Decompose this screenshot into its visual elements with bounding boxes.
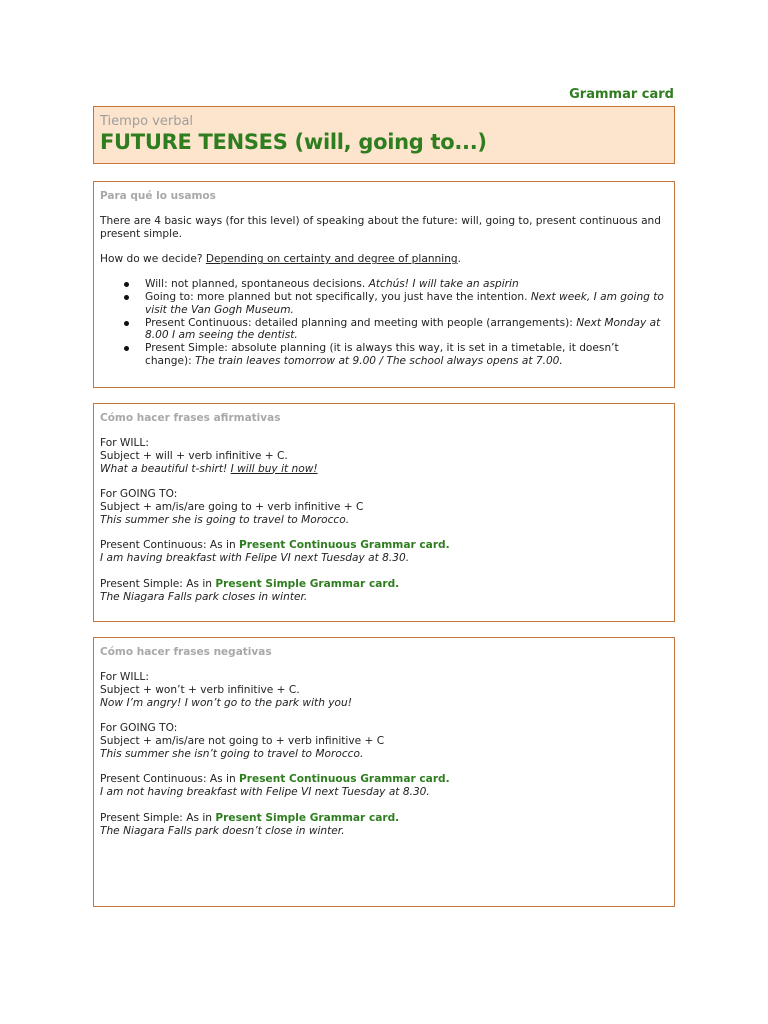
uses-heading: Para qué lo usamos <box>100 190 216 202</box>
bullet-example: Next Monday at 8.00 I am seeing the dentist. <box>145 316 661 342</box>
present-continuous-link[interactable]: Present Continuous Grammar card. <box>239 539 450 552</box>
neg-will-example: Now I’m angry! I won’t go to the park with you! <box>100 696 352 709</box>
aff-pc-prefix: Present Continuous: As in <box>100 539 240 552</box>
bullet-example: Atchús! I will take an aspirin <box>368 278 519 291</box>
neg-going-label: For GOING TO: <box>100 722 178 735</box>
aff-will-example-a: What a beautiful t-shirt! <box>100 462 231 475</box>
list-item <box>145 278 668 291</box>
present-continuous-link[interactable]: Present Continuous Grammar card. <box>239 773 450 786</box>
neg-going-example: This summer she isn’t going to travel to Morocco. <box>100 747 364 760</box>
aff-ps-example: The Niagara Falls park closes in winter. <box>100 590 308 603</box>
neg-will-label: For WILL: <box>100 671 149 683</box>
title-box <box>93 106 675 164</box>
neg-ps-example: The Niagara Falls park doesn’t close in winter. <box>100 824 345 837</box>
uses-intro: There are 4 basic ways (for this level) of speaking about the future: will, going to, present continuous and present simple. <box>100 215 661 240</box>
aff-ps-prefix: Present Simple: As in <box>100 577 216 590</box>
list-item <box>145 291 668 317</box>
page-title: FUTURE TENSES (will, going to...) <box>100 130 487 154</box>
list-item <box>145 342 668 368</box>
aff-going-example: This summer she is going to travel to Morocco. <box>100 513 350 526</box>
aff-pc-example: I am having breakfast with Felipe VI next Tuesday at 8.30. <box>100 552 410 565</box>
neg-ps-prefix: Present Simple: As in <box>100 811 216 824</box>
aff-will-formula: Subject + will + verb infinitive + C. <box>100 449 288 462</box>
neg-pc-prefix: Present Continuous: As in <box>100 773 240 786</box>
title-subtitle: Tiempo verbal <box>100 114 194 129</box>
affirmative-heading: Cómo hacer frases afirmativas <box>100 412 281 424</box>
aff-ps-line <box>100 578 668 591</box>
affirmative-section <box>93 403 675 622</box>
bullet-example: Next week, I am going to visit the Van Gogh Museum. <box>145 290 664 316</box>
decide-prefix: How do we decide? <box>100 253 206 266</box>
bullet-text: Present Simple: absolute planning (it is always this way, it is set in a timetable, it doesn’t change): <box>145 342 619 367</box>
list-item <box>145 317 668 343</box>
bullet-example: The train leaves tomorrow at 9.00 / The school always opens at 7.00. <box>195 354 563 367</box>
neg-pc-example: I am not having breakfast with Felipe VI next Tuesday at 8.30. <box>100 786 430 799</box>
bullet-text: Present Continuous: detailed planning and meeting with people (arrangements): <box>145 316 577 329</box>
aff-will-label: For WILL: <box>100 437 149 449</box>
present-simple-link[interactable]: Present Simple Grammar card. <box>215 577 400 590</box>
aff-going-label: For GOING TO: <box>100 488 178 501</box>
decide-suffix: . <box>457 253 462 266</box>
uses-list <box>100 278 668 368</box>
grammar-card-label: Grammar card <box>569 87 674 102</box>
neg-going-formula: Subject + am/is/are not going to + verb infinitive + C <box>100 734 385 747</box>
neg-ps-line <box>100 812 668 825</box>
aff-going-formula: Subject + am/is/are going to + verb infinitive + C <box>100 500 364 513</box>
aff-pc-line <box>100 539 668 552</box>
aff-will-example <box>100 463 668 476</box>
present-simple-link[interactable]: Present Simple Grammar card. <box>215 811 400 824</box>
uses-decide <box>100 253 668 266</box>
neg-will-formula: Subject + won’t + verb infinitive + C. <box>100 683 300 696</box>
uses-section <box>93 181 675 388</box>
bullet-text: Will: not planned, spontaneous decisions. <box>145 278 369 291</box>
negative-section <box>93 637 675 907</box>
negative-heading: Cómo hacer frases negativas <box>100 646 272 658</box>
decide-link[interactable]: Depending on certainty and degree of planning <box>205 253 458 266</box>
aff-will-example-b: I will buy it now! <box>230 462 318 475</box>
bullet-text: Going to: more planned but not specifically, you just have the intention. <box>145 290 531 303</box>
neg-pc-line <box>100 773 668 786</box>
